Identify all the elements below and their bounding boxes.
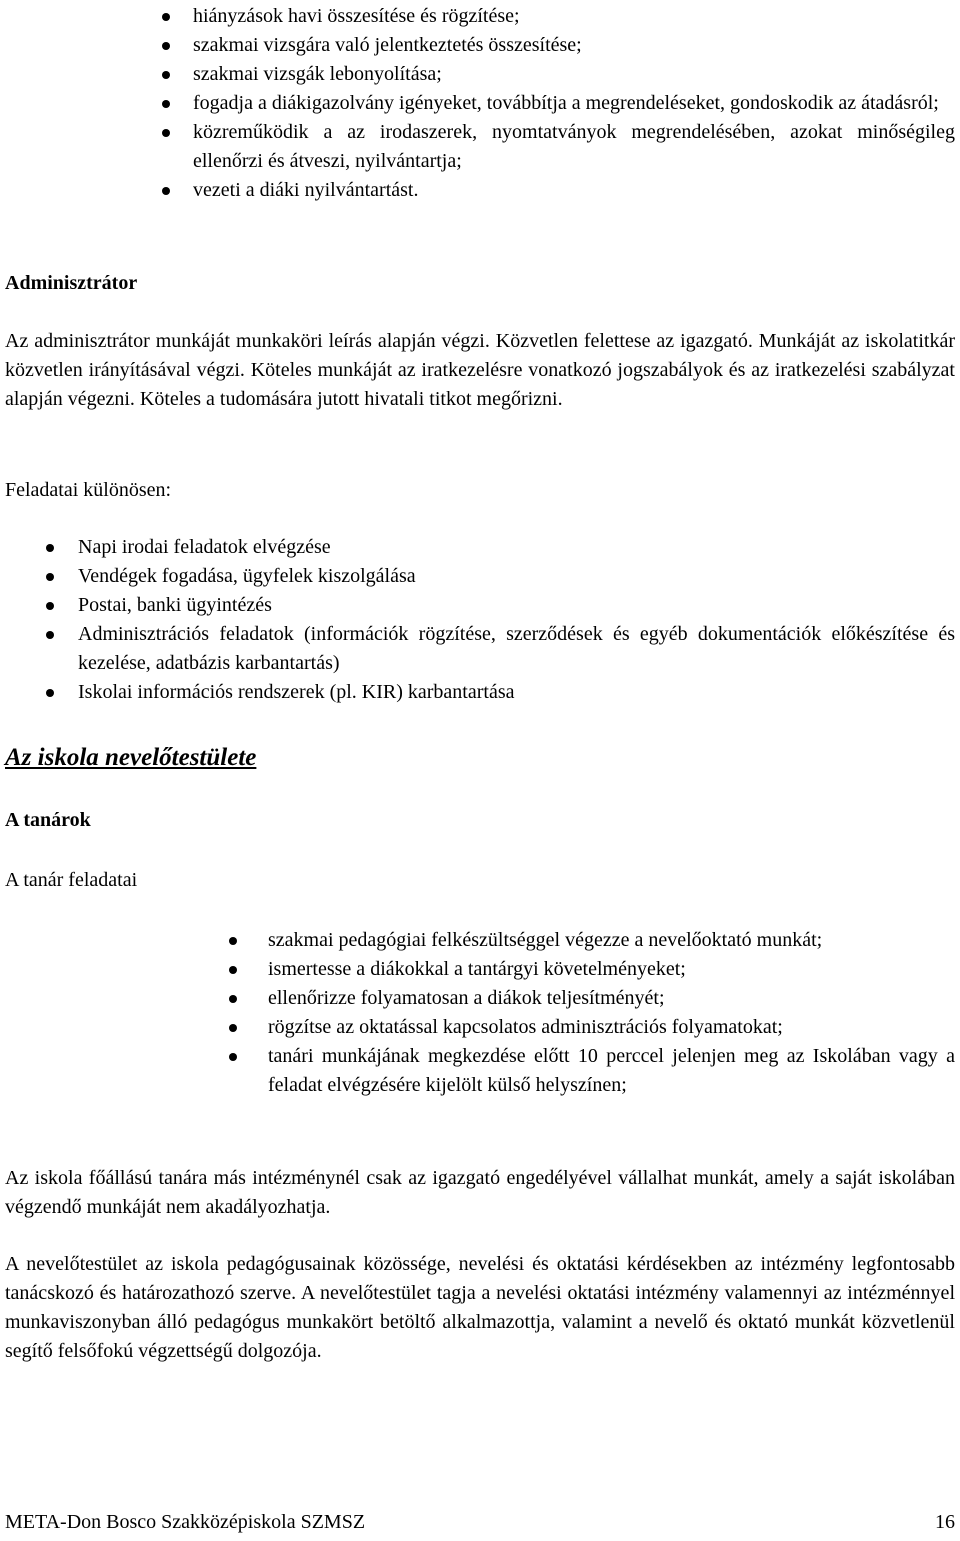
bullet-icon <box>229 937 237 945</box>
footer <box>5 1508 955 1537</box>
bullet-icon <box>46 689 54 697</box>
bullet-icon <box>229 995 237 1003</box>
list-item: Vendégek fogadása, ügyfelek kiszolgálása <box>78 562 955 591</box>
bullet-icon <box>162 42 170 50</box>
list-item: szakmai pedagógiai felkészültséggel végezze a nevelőoktató munkát; <box>268 926 955 955</box>
duties-list-top <box>193 2 955 205</box>
list-item: Postai, banki ügyintézés <box>78 591 955 620</box>
bullet-icon <box>46 602 54 610</box>
list-item: szakmai vizsgák lebonyolítása; <box>193 60 955 89</box>
list-item: ellenőrizze folyamatosan a diákok teljesítményét; <box>268 984 955 1013</box>
admin-tasks-label: Feladatai különösen: <box>5 479 172 501</box>
list-item: ismertesse a diákokkal a tantárgyi követelményeket; <box>268 955 955 984</box>
list-item: közreműködik a az irodaszerek, nyomtatványok megrendelésében, azokat minőségileg ellenőrzi és átveszi, nyilvántartja; <box>193 118 955 176</box>
admin-heading: Adminisztrátor <box>5 272 138 294</box>
bullet-icon <box>46 631 54 639</box>
bullet-icon <box>162 187 170 195</box>
bullet-icon <box>229 1053 237 1061</box>
bullet-icon <box>229 966 237 974</box>
teachers-heading: A tanárok <box>5 809 91 831</box>
teacher-tasks-label: A tanár feladatai <box>5 869 138 891</box>
footer-title: META-Don Bosco Szakközépiskola SZMSZ <box>5 1511 366 1533</box>
section-title: Az iskola nevelőtestülete <box>5 744 257 771</box>
faculty-paragraph-2: A nevelőtestület az iskola pedagógusainak közössége, nevelési és oktatási kérdésekben az intézmény legfontosabb tanácskozó és határozathozó szerve. A nevelőtestület tagja a nevelési oktatási intézmény valamennyi az intézménnyel munkaviszonyban álló pedagógus munkakört betöltő alkalmazottja, valamint a nevelő és oktató munkát közvetlenül segítő felsőfokú végzettségű dolgozója. <box>5 1253 955 1362</box>
list-item: Napi irodai feladatok elvégzése <box>78 533 955 562</box>
admin-tasks-list <box>78 533 955 707</box>
list-item: hiányzások havi összesítése és rögzítése; <box>193 2 955 31</box>
list-item: Adminisztrációs feladatok (információk rögzítése, szerződések és egyéb dokumentációk előkészítése és kezelése, adatbázis karbantartás) <box>78 620 955 678</box>
list-item: szakmai vizsgára való jelentkeztetés összesítése; <box>193 31 955 60</box>
list-item: Iskolai információs rendszerek (pl. KIR) karbantartása <box>78 678 955 707</box>
bullet-icon <box>46 544 54 552</box>
teacher-tasks-list <box>268 926 955 1100</box>
list-item: rögzítse az oktatással kapcsolatos adminisztrációs folyamatokat; <box>268 1013 955 1042</box>
bullet-icon <box>46 573 54 581</box>
bullet-icon <box>162 129 170 137</box>
list-item: fogadja a diákigazolvány igényeket, továbbítja a megrendeléseket, gondoskodik az átadásról; <box>193 89 955 118</box>
page-number: 16 <box>935 1511 955 1533</box>
bullet-icon <box>229 1024 237 1032</box>
bullet-icon <box>162 100 170 108</box>
list-item: vezeti a diáki nyilvántartást. <box>193 176 955 205</box>
faculty-paragraph-1: Az iskola főállású tanára más intézménynél csak az igazgató engedélyével vállalhat munkát, amely a saját iskolában végzendő munkáját nem akadályozhatja. <box>5 1167 955 1218</box>
bullet-icon <box>162 13 170 21</box>
bullet-icon <box>162 71 170 79</box>
list-item: tanári munkájának megkezdése előtt 10 perccel jelenjen meg az Iskolában vagy a feladat elvégzésére kijelölt külső helyszínen; <box>268 1042 955 1100</box>
admin-paragraph: Az adminisztrátor munkáját munkaköri leírás alapján végzi. Közvetlen felettese az igazgató. Munkáját az iskolatitkár közvetlen irányításával végzi. Köteles munkáját az iratkezelésre vonatkozó jogszabályok és az iratkezelési szabályzat alapján végezni. Köteles a tudomására jutott hivatali titkot megőrizni. <box>5 330 955 410</box>
